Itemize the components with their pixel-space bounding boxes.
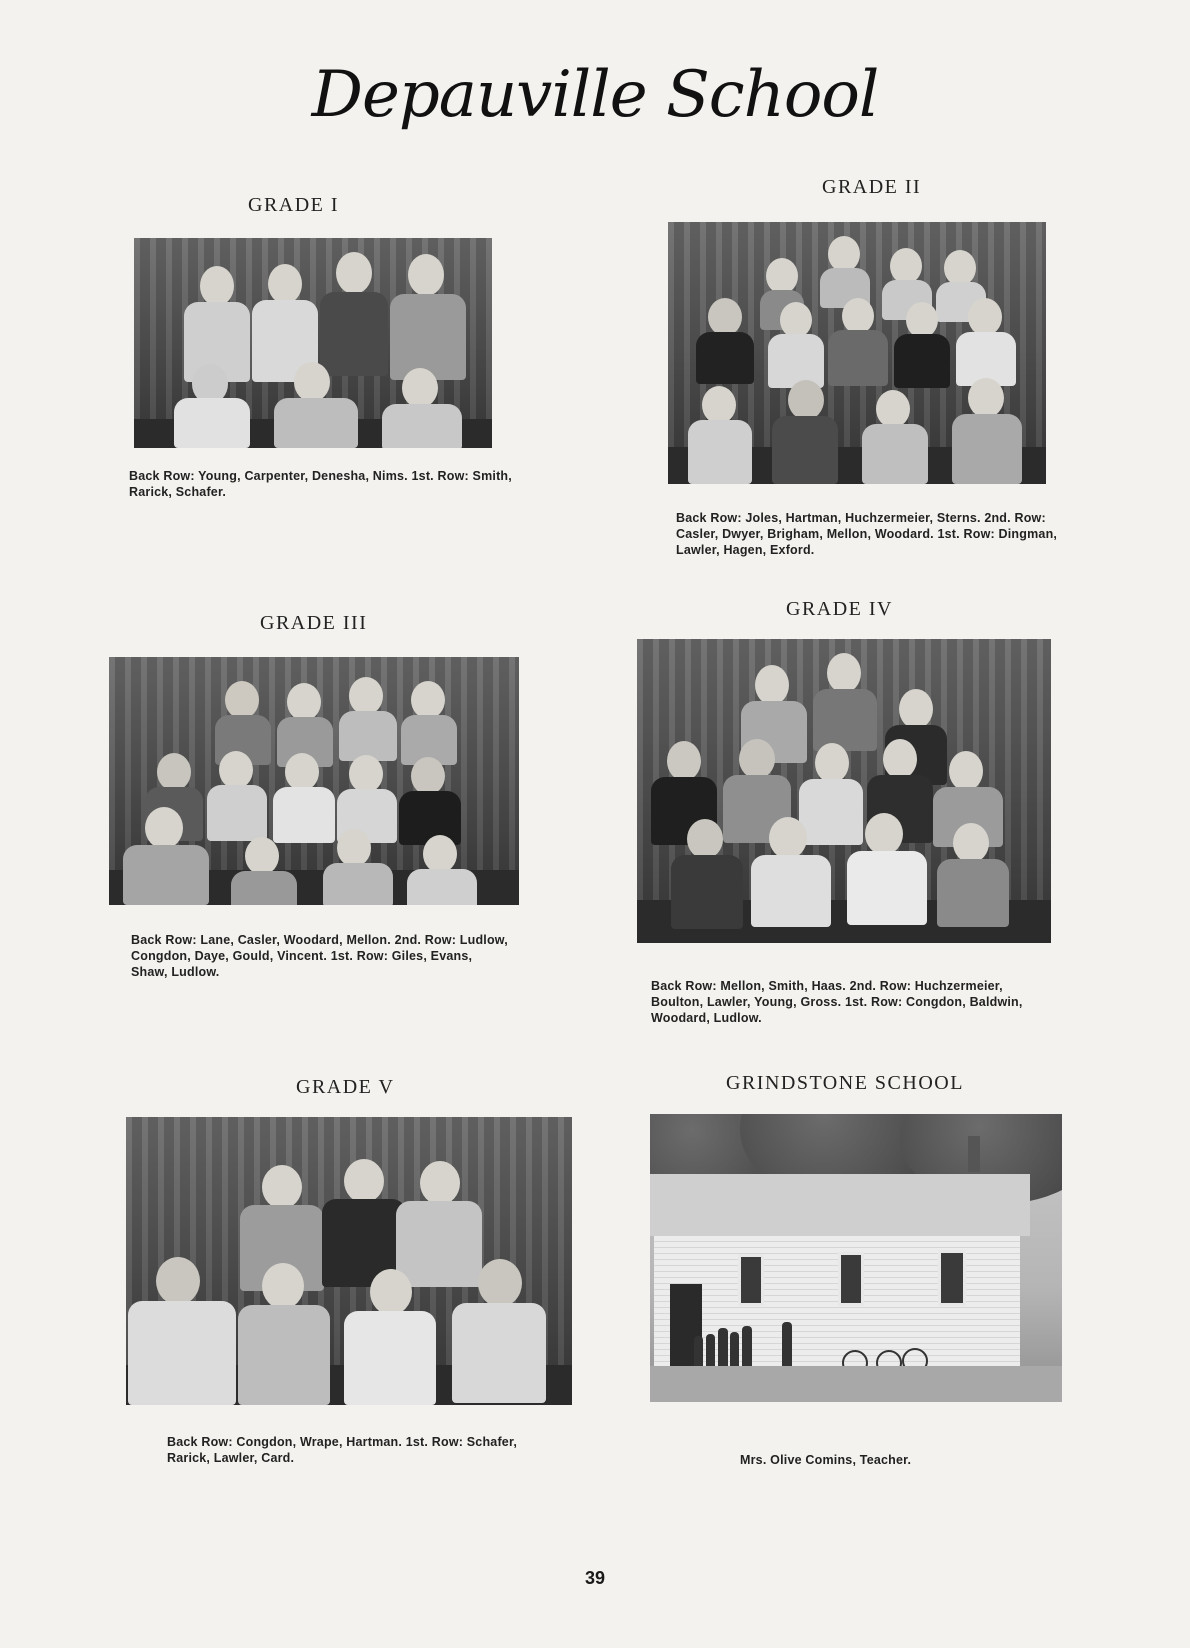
- grade-4-caption: Back Row: Mellon, Smith, Haas. 2nd. Row: Huchzermeier, Boulton, Lawler, Young, Gross. 1st. Row: Congdon, Baldwin, Woodard, Ludlow.: [651, 979, 1023, 1025]
- grade-2-heading: GRADE II: [822, 176, 922, 198]
- grade-4-photo: [637, 639, 1051, 943]
- grade-4-heading: GRADE IV: [786, 598, 893, 620]
- grindstone-caption: Mrs. Olive Comins, Teacher.: [740, 1453, 912, 1467]
- grade-3-heading: GRADE III: [260, 612, 368, 634]
- grade-2-photo: [668, 222, 1046, 484]
- grade-5-heading: GRADE V: [296, 1076, 395, 1098]
- grindstone-heading: GRINDSTONE SCHOOL: [726, 1072, 964, 1094]
- grade-5-caption: Back Row: Congdon, Wrape, Hartman. 1st. Row: Schafer, Rarick, Lawler, Card.: [167, 1435, 518, 1465]
- grade-1-photo: [134, 238, 492, 448]
- page-number: 39: [584, 1568, 606, 1588]
- grindstone-school-photo: [650, 1114, 1062, 1402]
- grade-5-photo: [126, 1117, 572, 1405]
- grade-1-heading: GRADE I: [248, 194, 340, 216]
- grade-2-caption: Back Row: Joles, Hartman, Huchzermeier, Sterns. 2nd. Row: Casler, Dwyer, Brigham, Mellon, Woodard. 1st. Row: Dingman, Lawler, Hagen, Exford.: [676, 511, 1058, 557]
- grade-3-photo: [109, 657, 519, 905]
- page-title: Depauville School: [311, 58, 879, 132]
- grade-1-caption: Back Row: Young, Carpenter, Denesha, Nims. 1st. Row: Smith, Rarick, Schafer.: [129, 469, 512, 499]
- grade-3-caption: Back Row: Lane, Casler, Woodard, Mellon. 2nd. Row: Ludlow, Congdon, Daye, Gould, Vincent. 1st. Row: Giles, Evans, Shaw, Ludlow.: [131, 933, 508, 979]
